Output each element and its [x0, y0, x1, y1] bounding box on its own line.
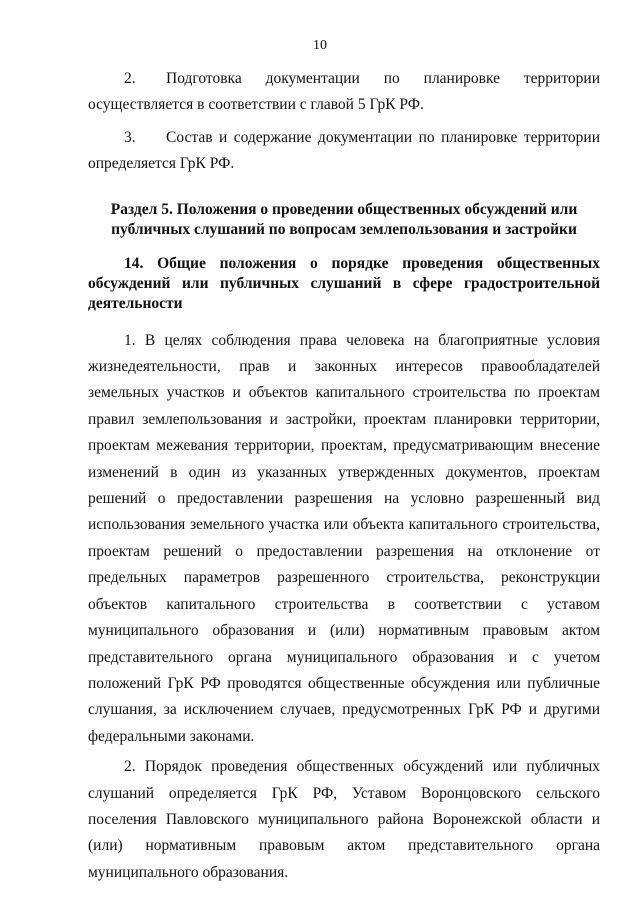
section-heading: Раздел 5. Положения о проведении общественных обсуждений или публичных слушаний по вопросам землепользования и застройки [110, 200, 578, 238]
paragraph-1: 1. В целях соблюдения права человека на благоприятные условия жизнедеятельности, прав и законных интересов правообладателей земельных участков и объектов капитального строительства по проектам правил землепользования и застройки, проектам планировки территории, проектам межевания территории, проектам, предусматривающим внесение изменений в один из указанных утвержденных документов, проектам решений о предоставлении разрешения на условно разрешенный вид использования земельного участка или объекта капитального строительства, проектам решений о предоставлении разрешения на отклонение от предельных параметров разрешенного строительства, реконструкции объектов капитального строительства в соответствии с уставом муниципального образования и (или) нормативным правовым актом представительного органа муниципального образования и с учетом положений ГрК РФ проводятся общественные обсуждения или публичные слушания, за исключением случаев, предусмотренных ГрК РФ и другими федеральными законами. [88, 331, 600, 745]
list-item-number: 3. [124, 128, 136, 146]
paragraph-2: 2. Порядок проведения общественных обсуждений или публичных слушаний определяется ГрК РФ, Уставом Воронцовского сельского поселения Павловского муниципального района Воронежской области и (или) нормативным правовым актом представительного органа муниципального образования. [88, 758, 600, 881]
page-content [88, 66, 600, 886]
list-item-text: Состав и содержание документации по планировке территории определяется ГрК РФ. [88, 128, 600, 173]
list-item-text: Подготовка документации по планировке территории осуществляется в соответствии с главой 5 ГрК РФ. [88, 70, 600, 114]
article-body [88, 328, 600, 887]
list-item-2 [88, 66, 600, 119]
article-heading: 14. Общие положения о порядке проведения общественных обсуждений или публичных слушаний в сфере градостроительной деятельности [88, 254, 600, 312]
list-item-3 [88, 125, 600, 178]
list-item-number: 2. [124, 70, 136, 87]
page-number: 10 [313, 38, 327, 53]
